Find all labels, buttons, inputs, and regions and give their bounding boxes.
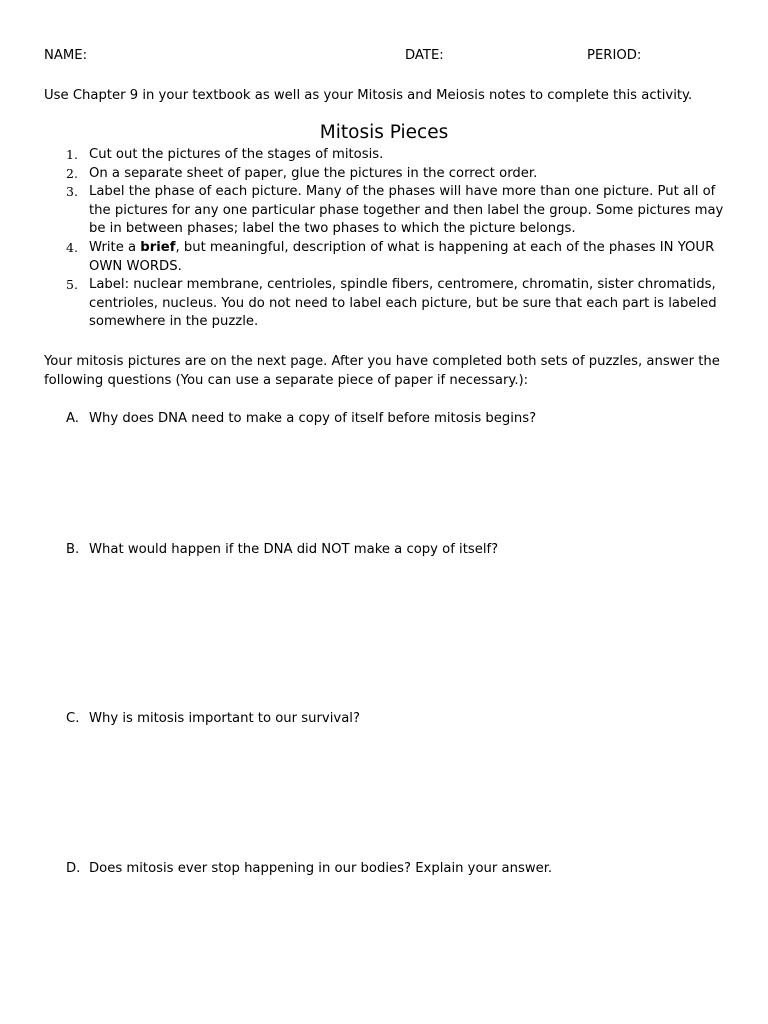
instruction-number: 1.: [66, 147, 78, 162]
page-title: Mitosis Pieces: [319, 122, 449, 143]
name-label: NAME:: [44, 48, 88, 63]
instruction-number: 5.: [66, 277, 78, 293]
instruction-number: 2.: [66, 165, 78, 181]
question-text: What would happen if the DNA did NOT make a copy of itself?: [89, 542, 499, 557]
question-letter: A.: [66, 411, 79, 426]
instruction-item: [66, 239, 726, 276]
instruction-text: Label the phase of each picture. Many of the phases will have more than one picture. Put all of the pictures for any one particular phase together and then label the group. Some pictures may be in between phases; label the two phases to which the picture belongs.: [89, 184, 724, 237]
instruction-text-before: Write a: [89, 239, 141, 255]
question-letter: B.: [66, 542, 80, 557]
date-label: DATE:: [405, 48, 444, 63]
period-label: PERIOD:: [587, 48, 642, 63]
instruction-item: [66, 276, 726, 332]
instruction-number: 3.: [66, 184, 78, 200]
intro-text: Use Chapter 9 in your textbook as well as your Mitosis and Meiosis notes to complete this activity.: [44, 88, 693, 103]
instruction-item: [66, 183, 726, 239]
question-b: [66, 540, 498, 559]
question-text: Why does DNA need to make a copy of itself before mitosis begins?: [89, 411, 537, 426]
question-d: [66, 859, 552, 878]
question-c: [66, 709, 360, 728]
question-letter: C.: [66, 711, 80, 726]
instructions-list: [66, 146, 726, 332]
instruction-number: 4.: [66, 239, 78, 255]
instruction-text-after: , but meaningful, description of what is happening at each of the phases IN YOUR OWN WORDS.: [89, 239, 715, 274]
instruction-item: [66, 165, 726, 184]
question-text: Does mitosis ever stop happening in our bodies? Explain your answer.: [89, 861, 553, 876]
question-text: Why is mitosis important to our survival?: [89, 711, 360, 726]
transition-paragraph: Your mitosis pictures are on the next page. After you have completed both sets of puzzles, answer the following questions (You can use a separate piece of paper if necessary.):: [44, 354, 720, 388]
instruction-text: On a separate sheet of paper, glue the pictures in the correct order.: [89, 165, 538, 181]
question-letter: D.: [66, 861, 81, 876]
instruction-bold-word: brief: [140, 239, 176, 255]
question-a: [66, 409, 536, 428]
instruction-text: Label: nuclear membrane, centrioles, spindle fibers, centromere, chromatin, sister chromatids, centrioles, nucleus. You do not need to label each picture, but be sure that each part is labeled somewhere in the puzzle.: [89, 277, 717, 330]
instruction-item: [66, 146, 726, 165]
instruction-text: Cut out the pictures of the stages of mitosis.: [89, 147, 384, 162]
